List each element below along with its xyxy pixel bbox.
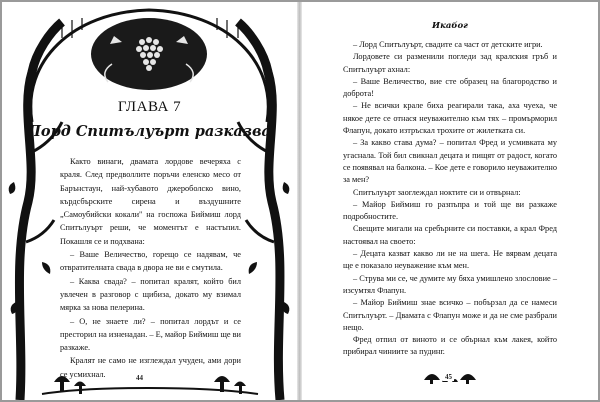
- paragraph: – Струва ми се, че думите му бяха умишлено злословие – изсумтял Флапун.: [343, 273, 557, 295]
- chapter-number: ГЛАВА 7: [117, 99, 182, 115]
- left-body-text: [60, 155, 241, 381]
- paragraph: Фред отпил от виното и се обърнал към лакея, който прибирал чиниите за пудинг.: [343, 335, 557, 357]
- right-body-text: [343, 39, 557, 359]
- paragraph: – О, не знаете ли? – попитал лордът и се престорил на изненадан. – Е, майор Биймиш ще ви разкаже.: [60, 316, 241, 353]
- paragraph: – Не всички крале биха реагирали така, аха чуеха, че някое дете се отнася неуважително към тях – промърморил Флапун, докато изтръскал трохите от жилетката си.: [343, 101, 557, 136]
- chapter-title: Лорд Спитълуърт разказва: [28, 123, 271, 140]
- paragraph: – Децата казват какво ли не на шега. Не вярвам децата ще е показало неуважение към мен.: [343, 249, 557, 271]
- paragraph: – Майор Биймиш го разпъпра и той ще ви разкаже подробностите.: [343, 199, 557, 222]
- paragraph: Кралят не само не изглеждал учуден, ами дори се усмихнал.: [60, 356, 241, 379]
- paragraph: Спитълуърт заоглеждал ноктите си и отвърнал:: [353, 187, 521, 197]
- paragraph: Свещите мигали на сребърните си поставки, а крал Фред настоявал на своето:: [343, 224, 557, 246]
- paragraph: – За какво става дума? – попитал Фред и усмивката му угаснала. Той бил свикнал децата и пищят от радост, когато се появявал на балкона. – Кое дете е говорило неуважително за мен?: [343, 138, 557, 185]
- paragraph: – Ваше Величество, горещо се надявам, че отвратителната свада в двора не ви е смутила.: [60, 250, 241, 273]
- paragraph: – Майор Биймиш знае всичко – побързал да се намеси Спитълуърт. – Двамата с Флапун може и да не сме разбрали нещо.: [343, 298, 557, 332]
- running-head: Икабог: [432, 21, 468, 31]
- page-number-right: 45: [445, 373, 452, 381]
- paragraph: – Лорд Спитълуърт, свадите са част от детските игри.: [353, 40, 543, 49]
- left-page: [2, 2, 297, 400]
- page-number-left: 44: [136, 374, 143, 382]
- paragraph: Както винаги, двамата лордове вечеряха с краля. След предволлите поръчи еленско месо от Барънстаун, най-хубавото джероболско вино, кърдсбърските сирена и въздушните „Самоубийски кокали" на госпожа Биймиш лорд Спитълуърт реши, че моментът е настъпил. Покашля се и подхвана:: [60, 157, 241, 246]
- paragraph: – Каква свада? – попитал кралят, който бил увлечен в разговор с щибиза, докато му взимал мярка за нова пелерина.: [60, 276, 241, 313]
- paragraph: Лордовете си разменили погледи зад кралския гръб и Спитълуърт ахнал:: [343, 52, 557, 74]
- right-page: [302, 2, 598, 400]
- paragraph: – Ваше Величество, вие сте образец на благородство и доброта!: [343, 76, 557, 99]
